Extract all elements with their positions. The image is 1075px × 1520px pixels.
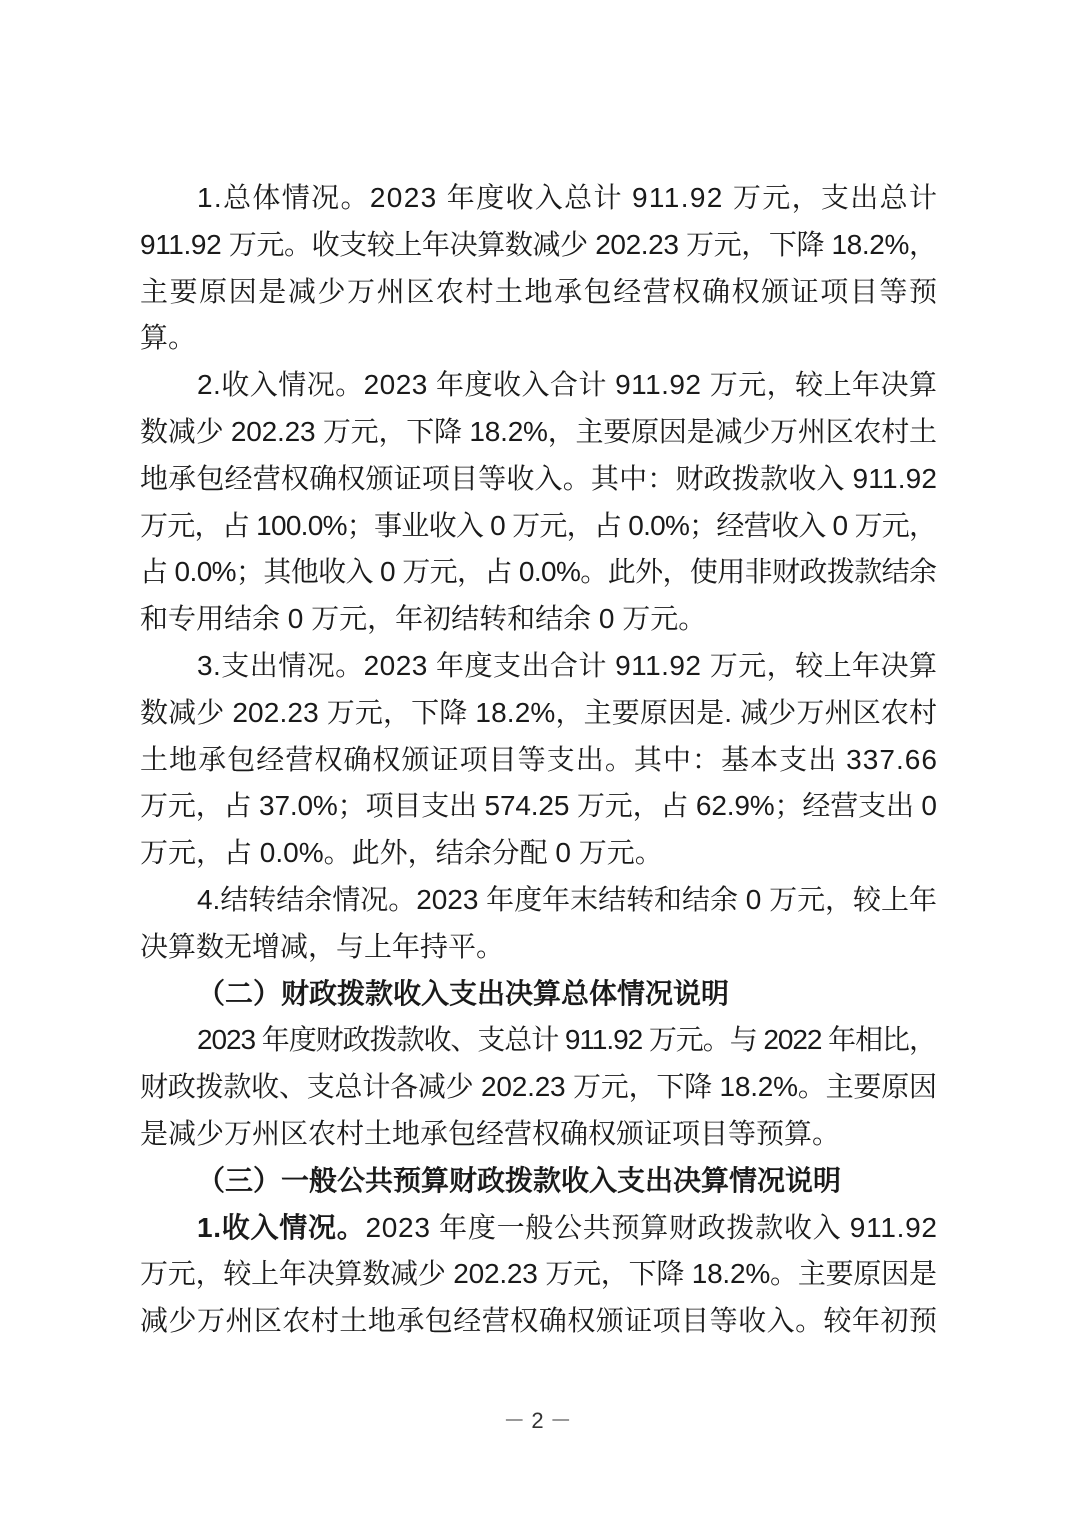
text-line (140, 690, 937, 737)
section-heading-fiscal (140, 971, 937, 1018)
paragraph-carryover (140, 877, 937, 971)
text-line (140, 1251, 937, 1298)
line-text: 占 0.0%；其他收入 0 万元，占 0.0%。此外，使用非财政拨款结余 (140, 556, 937, 588)
text-line (140, 315, 937, 362)
line-text: 911.92 万元。收支较上年决算数减少 202.23 万元，下降 18.2%， (140, 228, 937, 260)
line-text: 万元，占 0.0%。此外，结余分配 0 万元。 (140, 837, 663, 869)
text-line (140, 1017, 937, 1064)
line-text: 3.支出情况。2023 年度支出合计 911.92 万元，较上年决算 (197, 649, 938, 681)
paragraph-lead: 1.收入情况。 (197, 1211, 366, 1243)
heading-text: （二）财政拨款收入支出决算总体情况说明 (197, 977, 730, 1009)
text-line (140, 549, 937, 596)
paragraph-general-budget-income (140, 1205, 937, 1345)
line-text: 数减少 202.23 万元，下降 18.2%，主要原因是减少万州区农村土 (140, 415, 937, 447)
section-heading-general-budget (140, 1158, 937, 1205)
line-text: 万元，占 37.0%；项目支出 574.25 万元，占 62.9%；经营支出 0 (140, 790, 937, 822)
text-line (140, 1205, 937, 1252)
line-text: 数减少 202.23 万元，下降 18.2%，主要原因是. 减少万州区农村 (140, 696, 938, 728)
line-text: 1.总体情况。2023 年度收入总计 911.92 万元，支出总计 (197, 182, 939, 213)
text-line (140, 409, 937, 456)
line-text: 主要原因是减少万州区农村土地承包经营权确权颁证项目等预 (140, 275, 939, 307)
text-line (140, 269, 937, 316)
paragraph-overall (140, 175, 937, 362)
line-text: 地承包经营权确权颁证项目等收入。其中：财政拨款收入 911.92 (140, 462, 938, 494)
text-line (140, 1064, 937, 1111)
line-text: 减少万州区农村土地承包经营权确权颁证项目等收入。较年初预 (140, 1305, 938, 1337)
body-text (140, 175, 937, 1345)
lead-continuation: 2023 年度一般公共预算财政拨款收入 911.92 (365, 1211, 938, 1243)
text-line (140, 737, 937, 784)
line-text: 2.收入情况。2023 年度收入合计 911.92 万元，较上年决算 (197, 369, 938, 401)
text-line (140, 783, 937, 830)
heading-text: （三）一般公共预算财政拨款收入支出决算情况说明 (197, 1164, 842, 1196)
text-line (140, 503, 937, 550)
line-text: 财政拨款收、支总计各减少 202.23 万元，下降 18.2%。主要原因 (140, 1071, 937, 1103)
line-text: 4.结转结余情况。2023 年度年末结转和结余 0 万元，较上年 (197, 883, 937, 915)
paragraph-expenditure (140, 643, 937, 877)
text-line (140, 222, 937, 269)
text-line (140, 596, 937, 643)
line-text: 万元，占 100.0%；事业收入 0 万元，占 0.0%；经营收入 0 万元， (140, 509, 937, 541)
line-text: 决算数无增减，与上年持平。 (140, 930, 505, 962)
line-text: 万元，较上年决算数减少 202.23 万元，下降 18.2%。主要原因是 (140, 1258, 937, 1290)
text-line (140, 362, 937, 409)
line-text: 土地承包经营权确权颁证项目等支出。其中：基本支出 337.66 (140, 743, 939, 775)
text-line (140, 175, 937, 222)
text-line (140, 1111, 937, 1158)
paragraph-fiscal-overall (140, 1017, 937, 1157)
text-line (140, 1298, 937, 1345)
text-line (140, 830, 937, 877)
text-line (140, 456, 937, 503)
paragraph-income (140, 362, 937, 643)
line-text (197, 1205, 938, 1252)
page-number: － 2 － (503, 1408, 572, 1433)
line-text: 是减少万州区农村土地承包经营权确权颁证项目等预算。 (140, 1117, 841, 1149)
line-text: 算。 (140, 322, 197, 354)
text-line (140, 877, 937, 924)
text-line (140, 924, 937, 971)
text-line (140, 643, 937, 690)
line-text: 和专用结余 0 万元，年初结转和结余 0 万元。 (140, 603, 707, 635)
line-text: 2023 年度财政拨款收、支总计 911.92 万元。与 2022 年相比， (197, 1024, 936, 1056)
